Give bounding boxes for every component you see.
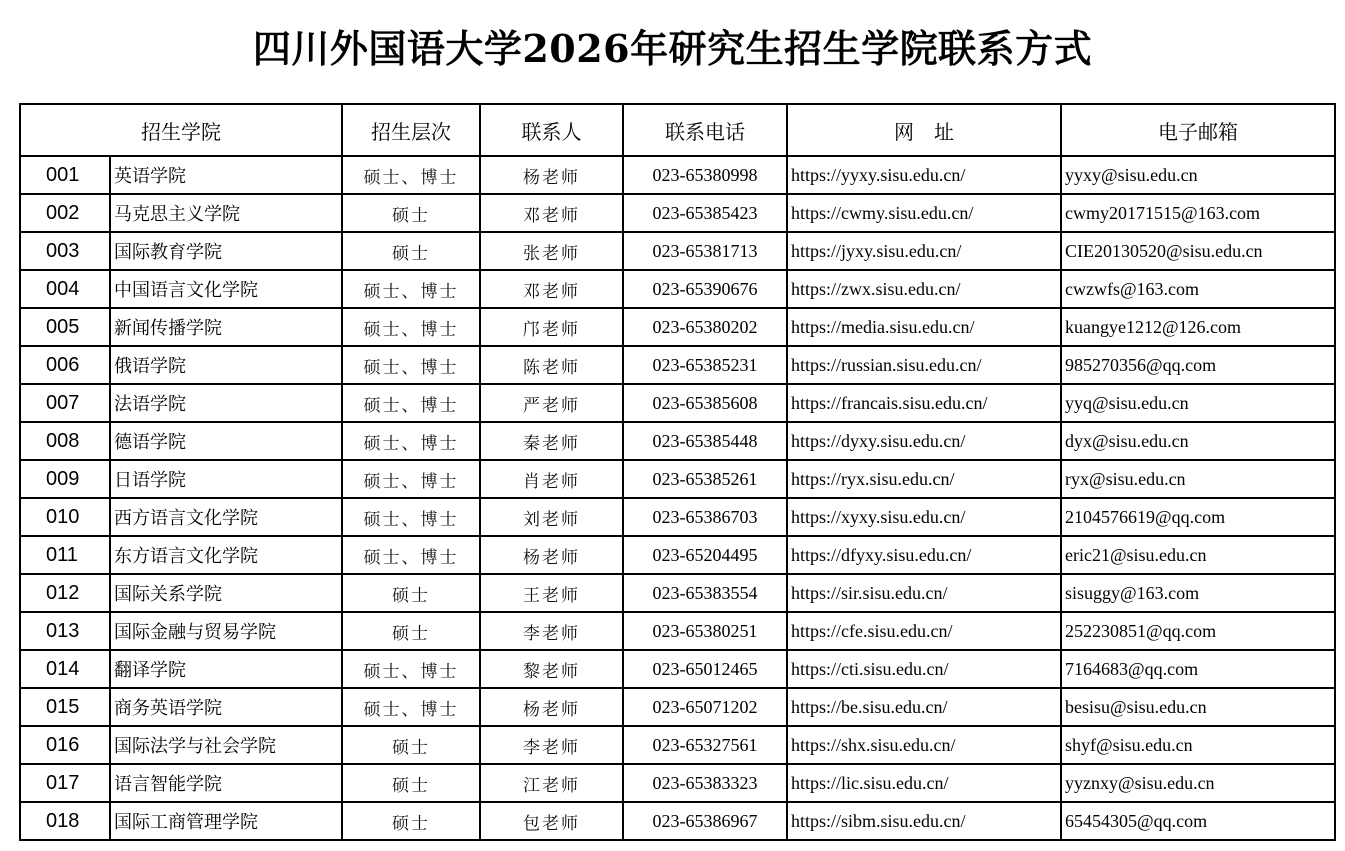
email-address[interactable]: shyf@sisu.edu.cn (1061, 726, 1335, 764)
enrollment-level: 硕士、博士 (342, 422, 480, 460)
table-header-row (20, 104, 1335, 156)
header-email: 电子邮箱 (1061, 104, 1335, 156)
email-address[interactable]: 65454305@qq.com (1061, 802, 1335, 840)
table-row (20, 384, 1335, 422)
website-link[interactable]: https://francais.sisu.edu.cn/ (787, 384, 1061, 422)
contact-phone: 023-65385423 (623, 194, 787, 232)
contact-person: 李老师 (480, 612, 623, 650)
enrollment-level: 硕士 (342, 612, 480, 650)
email-address[interactable]: yyxy@sisu.edu.cn (1061, 156, 1335, 194)
table-row (20, 156, 1335, 194)
page-title: 四川外国语大学2026年研究生招生学院联系方式 (252, 26, 1093, 71)
college-name: 东方语言文化学院 (110, 536, 342, 574)
website-link[interactable]: https://ryx.sisu.edu.cn/ (787, 460, 1061, 498)
table-row (20, 802, 1335, 840)
contact-phone: 023-65385231 (623, 346, 787, 384)
email-address[interactable]: kuangye1212@126.com (1061, 308, 1335, 346)
row-number: 006 (20, 346, 110, 384)
contact-phone: 023-65012465 (623, 650, 787, 688)
college-name: 语言智能学院 (110, 764, 342, 802)
header-phone: 联系电话 (623, 104, 787, 156)
contact-person: 杨老师 (480, 156, 623, 194)
enrollment-level: 硕士 (342, 764, 480, 802)
contact-person: 秦老师 (480, 422, 623, 460)
website-link[interactable]: https://dfyxy.sisu.edu.cn/ (787, 536, 1061, 574)
contact-phone: 023-65327561 (623, 726, 787, 764)
contact-phone: 023-65071202 (623, 688, 787, 726)
contact-person: 肖老师 (480, 460, 623, 498)
email-address[interactable]: eric21@sisu.edu.cn (1061, 536, 1335, 574)
college-name: 国际工商管理学院 (110, 802, 342, 840)
enrollment-level: 硕士 (342, 232, 480, 270)
website-link[interactable]: https://shx.sisu.edu.cn/ (787, 726, 1061, 764)
contact-phone: 023-65390676 (623, 270, 787, 308)
table-row (20, 650, 1335, 688)
row-number: 016 (20, 726, 110, 764)
contacts-table (19, 103, 1336, 841)
contact-person: 严老师 (480, 384, 623, 422)
website-link[interactable]: https://dyxy.sisu.edu.cn/ (787, 422, 1061, 460)
email-address[interactable]: ryx@sisu.edu.cn (1061, 460, 1335, 498)
table-row (20, 194, 1335, 232)
email-address[interactable]: CIE20130520@sisu.edu.cn (1061, 232, 1335, 270)
website-link[interactable]: https://media.sisu.edu.cn/ (787, 308, 1061, 346)
enrollment-level: 硕士、博士 (342, 650, 480, 688)
email-address[interactable]: 252230851@qq.com (1061, 612, 1335, 650)
website-link[interactable]: https://zwx.sisu.edu.cn/ (787, 270, 1061, 308)
row-number: 005 (20, 308, 110, 346)
table-row (20, 346, 1335, 384)
college-name: 翻译学院 (110, 650, 342, 688)
row-number: 010 (20, 498, 110, 536)
contact-person: 包老师 (480, 802, 623, 840)
contact-person: 李老师 (480, 726, 623, 764)
website-link[interactable]: https://yyxy.sisu.edu.cn/ (787, 156, 1061, 194)
contact-phone: 023-65381713 (623, 232, 787, 270)
website-link[interactable]: https://be.sisu.edu.cn/ (787, 688, 1061, 726)
row-number: 014 (20, 650, 110, 688)
table-row (20, 726, 1335, 764)
contact-person: 杨老师 (480, 536, 623, 574)
contact-person: 张老师 (480, 232, 623, 270)
contact-phone: 023-65386967 (623, 802, 787, 840)
college-name: 国际关系学院 (110, 574, 342, 612)
contact-phone: 023-65383323 (623, 764, 787, 802)
table-row (20, 764, 1335, 802)
email-address[interactable]: 2104576619@qq.com (1061, 498, 1335, 536)
email-address[interactable]: cwmy20171515@163.com (1061, 194, 1335, 232)
enrollment-level: 硕士、博士 (342, 384, 480, 422)
website-link[interactable]: https://lic.sisu.edu.cn/ (787, 764, 1061, 802)
college-name: 国际教育学院 (110, 232, 342, 270)
email-address[interactable]: 7164683@qq.com (1061, 650, 1335, 688)
contact-person: 邝老师 (480, 308, 623, 346)
enrollment-level: 硕士 (342, 194, 480, 232)
college-name: 西方语言文化学院 (110, 498, 342, 536)
row-number: 015 (20, 688, 110, 726)
contact-phone: 023-65204495 (623, 536, 787, 574)
header-college: 招生学院 (20, 104, 342, 156)
contact-phone: 023-65380251 (623, 612, 787, 650)
row-number: 001 (20, 156, 110, 194)
email-address[interactable]: cwzwfs@163.com (1061, 270, 1335, 308)
table-row (20, 688, 1335, 726)
table-row (20, 574, 1335, 612)
website-link[interactable]: https://cfe.sisu.edu.cn/ (787, 612, 1061, 650)
college-name: 日语学院 (110, 460, 342, 498)
contact-person: 刘老师 (480, 498, 623, 536)
college-name: 法语学院 (110, 384, 342, 422)
header-contact: 联系人 (480, 104, 623, 156)
table-row (20, 270, 1335, 308)
college-name: 新闻传播学院 (110, 308, 342, 346)
contact-person: 陈老师 (480, 346, 623, 384)
enrollment-level: 硕士、博士 (342, 308, 480, 346)
college-name: 商务英语学院 (110, 688, 342, 726)
enrollment-level: 硕士、博士 (342, 156, 480, 194)
table-row (20, 422, 1335, 460)
row-number: 017 (20, 764, 110, 802)
contact-person: 邓老师 (480, 194, 623, 232)
website-link[interactable]: https://russian.sisu.edu.cn/ (787, 346, 1061, 384)
enrollment-level: 硕士、博士 (342, 270, 480, 308)
enrollment-level: 硕士 (342, 802, 480, 840)
college-name: 马克思主义学院 (110, 194, 342, 232)
contact-phone: 023-65383554 (623, 574, 787, 612)
enrollment-level: 硕士、博士 (342, 346, 480, 384)
website-link[interactable]: https://sir.sisu.edu.cn/ (787, 574, 1061, 612)
row-number: 008 (20, 422, 110, 460)
table-body (20, 156, 1335, 840)
college-name: 英语学院 (110, 156, 342, 194)
contact-phone: 023-65385261 (623, 460, 787, 498)
email-address[interactable]: besisu@sisu.edu.cn (1061, 688, 1335, 726)
row-number: 018 (20, 802, 110, 840)
row-number: 011 (20, 536, 110, 574)
contact-phone: 023-65386703 (623, 498, 787, 536)
contact-phone: 023-65380998 (623, 156, 787, 194)
college-name: 德语学院 (110, 422, 342, 460)
contact-person: 邓老师 (480, 270, 623, 308)
email-address[interactable]: yyznxy@sisu.edu.cn (1061, 764, 1335, 802)
website-link[interactable]: https://sibm.sisu.edu.cn/ (787, 802, 1061, 840)
email-address[interactable]: 985270356@qq.com (1061, 346, 1335, 384)
website-link[interactable]: https://cti.sisu.edu.cn/ (787, 650, 1061, 688)
enrollment-level: 硕士 (342, 574, 480, 612)
contact-person: 黎老师 (480, 650, 623, 688)
row-number: 004 (20, 270, 110, 308)
table-row (20, 612, 1335, 650)
contact-person: 江老师 (480, 764, 623, 802)
row-number: 003 (20, 232, 110, 270)
row-number: 002 (20, 194, 110, 232)
table-row (20, 460, 1335, 498)
website-link[interactable]: https://jyxy.sisu.edu.cn/ (787, 232, 1061, 270)
email-address[interactable]: sisuggy@163.com (1061, 574, 1335, 612)
row-number: 013 (20, 612, 110, 650)
enrollment-level: 硕士、博士 (342, 460, 480, 498)
college-name: 中国语言文化学院 (110, 270, 342, 308)
enrollment-level: 硕士、博士 (342, 498, 480, 536)
contact-phone: 023-65385448 (623, 422, 787, 460)
header-level: 招生层次 (342, 104, 480, 156)
header-website: 网 址 (787, 104, 1061, 156)
row-number: 012 (20, 574, 110, 612)
email-address[interactable]: yyq@sisu.edu.cn (1061, 384, 1335, 422)
college-name: 国际法学与社会学院 (110, 726, 342, 764)
table-row (20, 536, 1335, 574)
website-link[interactable]: https://cwmy.sisu.edu.cn/ (787, 194, 1061, 232)
college-name: 国际金融与贸易学院 (110, 612, 342, 650)
row-number: 009 (20, 460, 110, 498)
contact-phone: 023-65380202 (623, 308, 787, 346)
table-row (20, 498, 1335, 536)
enrollment-level: 硕士、博士 (342, 688, 480, 726)
college-name: 俄语学院 (110, 346, 342, 384)
contact-person: 杨老师 (480, 688, 623, 726)
table-row (20, 308, 1335, 346)
enrollment-level: 硕士、博士 (342, 536, 480, 574)
email-address[interactable]: dyx@sisu.edu.cn (1061, 422, 1335, 460)
row-number: 007 (20, 384, 110, 422)
website-link[interactable]: https://xyxy.sisu.edu.cn/ (787, 498, 1061, 536)
contact-phone: 023-65385608 (623, 384, 787, 422)
enrollment-level: 硕士 (342, 726, 480, 764)
table-row (20, 232, 1335, 270)
contact-person: 王老师 (480, 574, 623, 612)
